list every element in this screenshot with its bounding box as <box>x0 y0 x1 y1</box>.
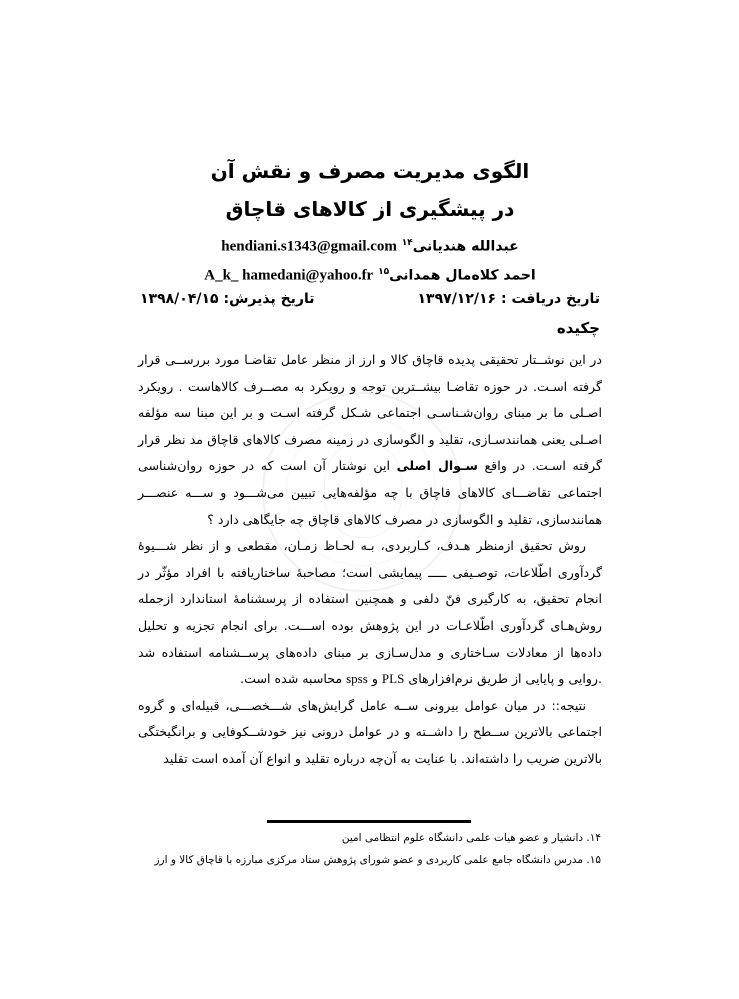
footnote-15 <box>154 853 601 867</box>
abstract-paragraph-1: در این نوشــتار تحقیقی پدیده قاچاق کالا و ارز از منظر عامل تقاضـا مورد بررســی قرار گرفته اسـت. در حوزه تقاضـا بیشــترین توجه و رویکرد به مصــرف کالاهاست . رویکرد اصـلی ما بر مبنای روان‌شـناسـی اجتماعی شـکل گرفته اسـت و بر این مبنا سه مؤلفه اصـلی یعنی همانندسـازی، تقلید و الگوسازی در زمینه مصرف کالاهای قاچاق مد نظر قرار گرفته اسـت. در واقع سـوال اصلی این نوشتار آن است که در حوزه روان‌شناسی اجتماعی تقاضـــای کالاهای قاچاق با چه مؤلفه‌هایی تبیین می‌شـــود و ســـه عنصـــر همانندسازی، تقلید و الگوسازی در مصرف کالاهای قاچاق چه جایگاهی دارد ؟ <box>138 352 602 527</box>
abstract-body <box>138 347 602 773</box>
article-title-line-1: الگوی مدیریت مصرف و نقش آن <box>210 159 530 183</box>
accepted-date <box>140 289 315 309</box>
author-1-footnote-ref[interactable]: ۱۴ <box>401 238 413 248</box>
received-label: تاریخ دریافت : <box>500 291 600 307</box>
main-question-bold: سـوال اصلی <box>396 458 478 474</box>
accepted-value: ۱۳۹۸/۰۴/۱۵ <box>140 291 219 307</box>
abstract-paragraph-3: نتیجه:: در میان عوامل بیرونی ســه عامل گرایش‌های شـــخصـــی، قبیله‌ای و گروه اجتماعی بالاترین ســطح را داشــته و در عوامل درونی نیز خودشــکوفایی و برانگیختگی بالاترین ضریب را داشته‌اند. با عنایت به آن‌چه درباره تقلید و انواع آن آمده است تقلید <box>138 697 602 766</box>
author-2-email[interactable]: A_k_ hamedani@yahoo.fr <box>204 267 374 284</box>
footnote-14-number: ۱۴. <box>586 832 601 844</box>
footnote-separator <box>267 820 471 823</box>
abstract-paragraph-2: روش تحقیق ازمنظر هـدف، کـاربردی، بـه لحـاظ زمـان، مقطعی و از نظر شـــیوۀ گردآوری اطّلاعات، توصـیفی ـــــ پیمایشی است؛ مصاحبۀ ساختاریافته با افراد مؤثّر در انجام تحقیق، به کارگیری فنّ دلفی و همچنین استفاده از پرسشنامۀ استاندارد ازجمله روش‌هـای گردآوری اطّلاعـات در این پژوهش بوده اســـت. برای انجام تجزیه و تحلیل داده‌ها از معادلات سـاختاری و مدل‌سـازی بر مبنای داده‌های پرســشنامه استفاده شد .روایی و پایایی از طریق نرم‌افزارهای PLS و spss محاسبه شده است. <box>138 538 602 687</box>
received-date <box>418 289 600 309</box>
software-spss: spss <box>346 671 368 687</box>
author-2-name: احمد کلاه‌مال همدانی <box>389 267 536 284</box>
abstract-heading: چکیده <box>556 319 600 337</box>
author-2 <box>130 262 610 286</box>
footnote-14 <box>342 831 601 845</box>
article-title-line-2: در پیشگیری از کالاهای قاچاق <box>225 197 515 221</box>
author-1-email[interactable]: hendiani.s1343@gmail.com <box>221 238 397 255</box>
author-1-name: عبدالله هندیانی <box>412 238 519 255</box>
accepted-label: تاریخ پذیرش: <box>223 291 315 307</box>
author-1 <box>130 233 610 257</box>
footnote-14-text: دانشیار و عضو هیات علمی دانشگاه علوم انتظامی امین <box>341 832 584 844</box>
author-2-footnote-ref[interactable]: ۱۵ <box>378 267 390 277</box>
footnote-15-text: مدرس دانشگاه جامع علمی کاربردی و عضو شورای پژوهش ستاد مرکزی مبارزه با قاچاق کالا و ارز <box>154 854 584 866</box>
received-value: ۱۳۹۷/۱۲/۱۶ <box>417 291 497 307</box>
footnote-15-number: ۱۵. <box>586 854 601 866</box>
software-pls: PLS <box>381 671 405 687</box>
